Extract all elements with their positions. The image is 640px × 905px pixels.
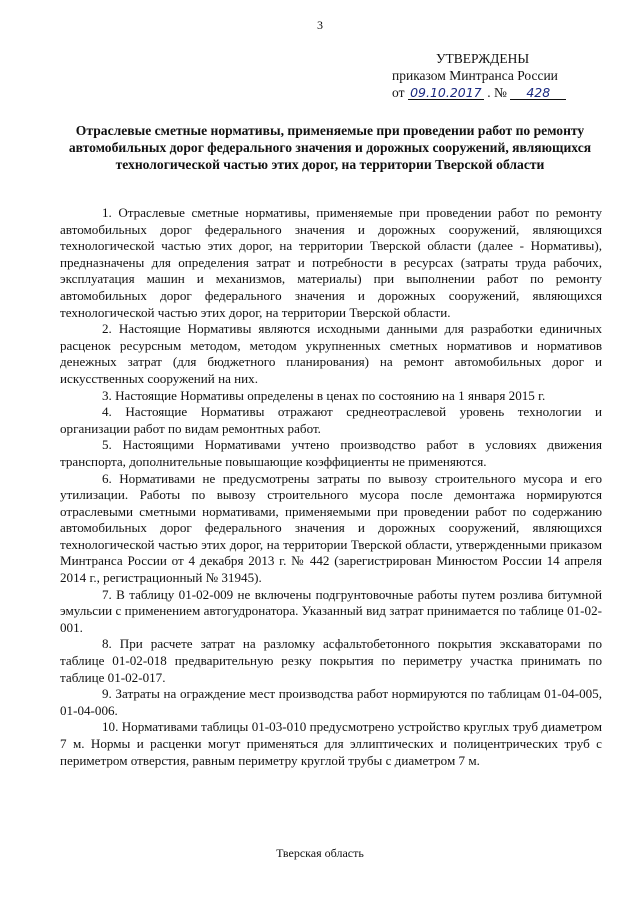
approval-date-line bbox=[392, 84, 612, 101]
paragraph-10: 10. Нормативами таблицы 01-03-010 предусмотрено устройство круглых труб диаметром 7 м. Нормы и расценки могут применяться для эллиптических и полицентрических труб с периметром отверстия, равным периметру круглой трубы с диаметром 7 м. bbox=[60, 719, 602, 768]
page-number: 3 bbox=[317, 18, 323, 32]
paragraph-5: 5. Настоящими Нормативами учтено производство работ в условиях движения транспорта, дополнительные повышающие коэффициенты не применяются. bbox=[60, 437, 602, 469]
paragraph-3: 3. Настоящие Нормативы определены в ценах по состоянию на 1 января 2015 г. bbox=[102, 387, 546, 403]
paragraph-6: 6. Нормативами не предусмотрены затраты по вывозу строительного мусора и его утилизации. Работы по вывозу строительного мусора после демонтажа нормируются отраслевыми сметными нормативами, применяемыми при проведении работ по содержанию автомобильных дорог федерального значения и дорожных сооружений, являющихся технологической частью этих дорог, на территории Тверской области, утвержденными приказом Минтранса России от 4 декабря 2013 г. № 442 (зарегистрирован Минюстом России 14 апреля 2014 г., регистрационный № 31945). bbox=[60, 470, 602, 586]
paragraph-8: 8. При расчете затрат на разломку асфальтобетонного покрытия экскаваторами по таблице 01-02-018 предварительную резку покрытия по периметру участка принимать по таблице 01-02-017. bbox=[60, 636, 602, 685]
document-body bbox=[60, 205, 602, 769]
paragraph-1: 1. Отраслевые сметные нормативы, применяемые при проведении работ по ремонту автомобильных дорог федерального значения и дорожных сооружений, являющихся технологической частью этих дорог, на территории Тверской области (далее - Нормативы), предназначены для определения затрат и потребности в ресурсах (затраты труда рабочих, эксплуатация машин и механизмов, материалы) при выполнении работ по ремонту автомобильных дорог федерального значения и дорожных сооружений, являющихся технологической частью этих дорог, на территории Тверской области. bbox=[60, 205, 602, 320]
handwritten-date: 09.10.2017 bbox=[408, 86, 484, 100]
approval-order-line: приказом Минтранса России bbox=[392, 68, 558, 83]
approval-number-sign: . № bbox=[487, 85, 507, 100]
paragraph-2: 2. Настоящие Нормативы являются исходными данными для разработки единичных расценок ресурсным методом, методом укрупненных сметных нормативов и нормативов денежных затрат (для бюджетного планирования) на ремонт автомобильных дорог и искусственных сооружений на них. bbox=[60, 321, 602, 386]
page-footer: Тверская область bbox=[276, 846, 364, 860]
document-title: Отраслевые сметные нормативы, применяемые при проведении работ по ремонту автомобильных дорог федерального значения и дорожных сооружений, являющихся технологической частью этих дорог, на территории Тверской области bbox=[68, 123, 592, 172]
approval-block bbox=[392, 50, 612, 101]
approval-heading: УТВЕРЖДЕНЫ bbox=[436, 51, 530, 66]
approval-from-prefix: от bbox=[392, 85, 405, 100]
paragraph-4: 4. Настоящие Нормативы отражают среднеотраслевой уровень технологии и организации работ по видам ремонтных работ. bbox=[60, 404, 602, 436]
paragraph-9: 9. Затраты на ограждение мест производства работ нормируются по таблицам 01-04-005, 01-04-006. bbox=[60, 686, 602, 718]
handwritten-number: 428 bbox=[510, 86, 566, 100]
paragraph-7: 7. В таблицу 01-02-009 не включены подгрунтовочные работы путем розлива битумной эмульсии с применением автогудронатора. Указанный вид затрат принимается по таблице 01-02-001. bbox=[60, 586, 602, 635]
